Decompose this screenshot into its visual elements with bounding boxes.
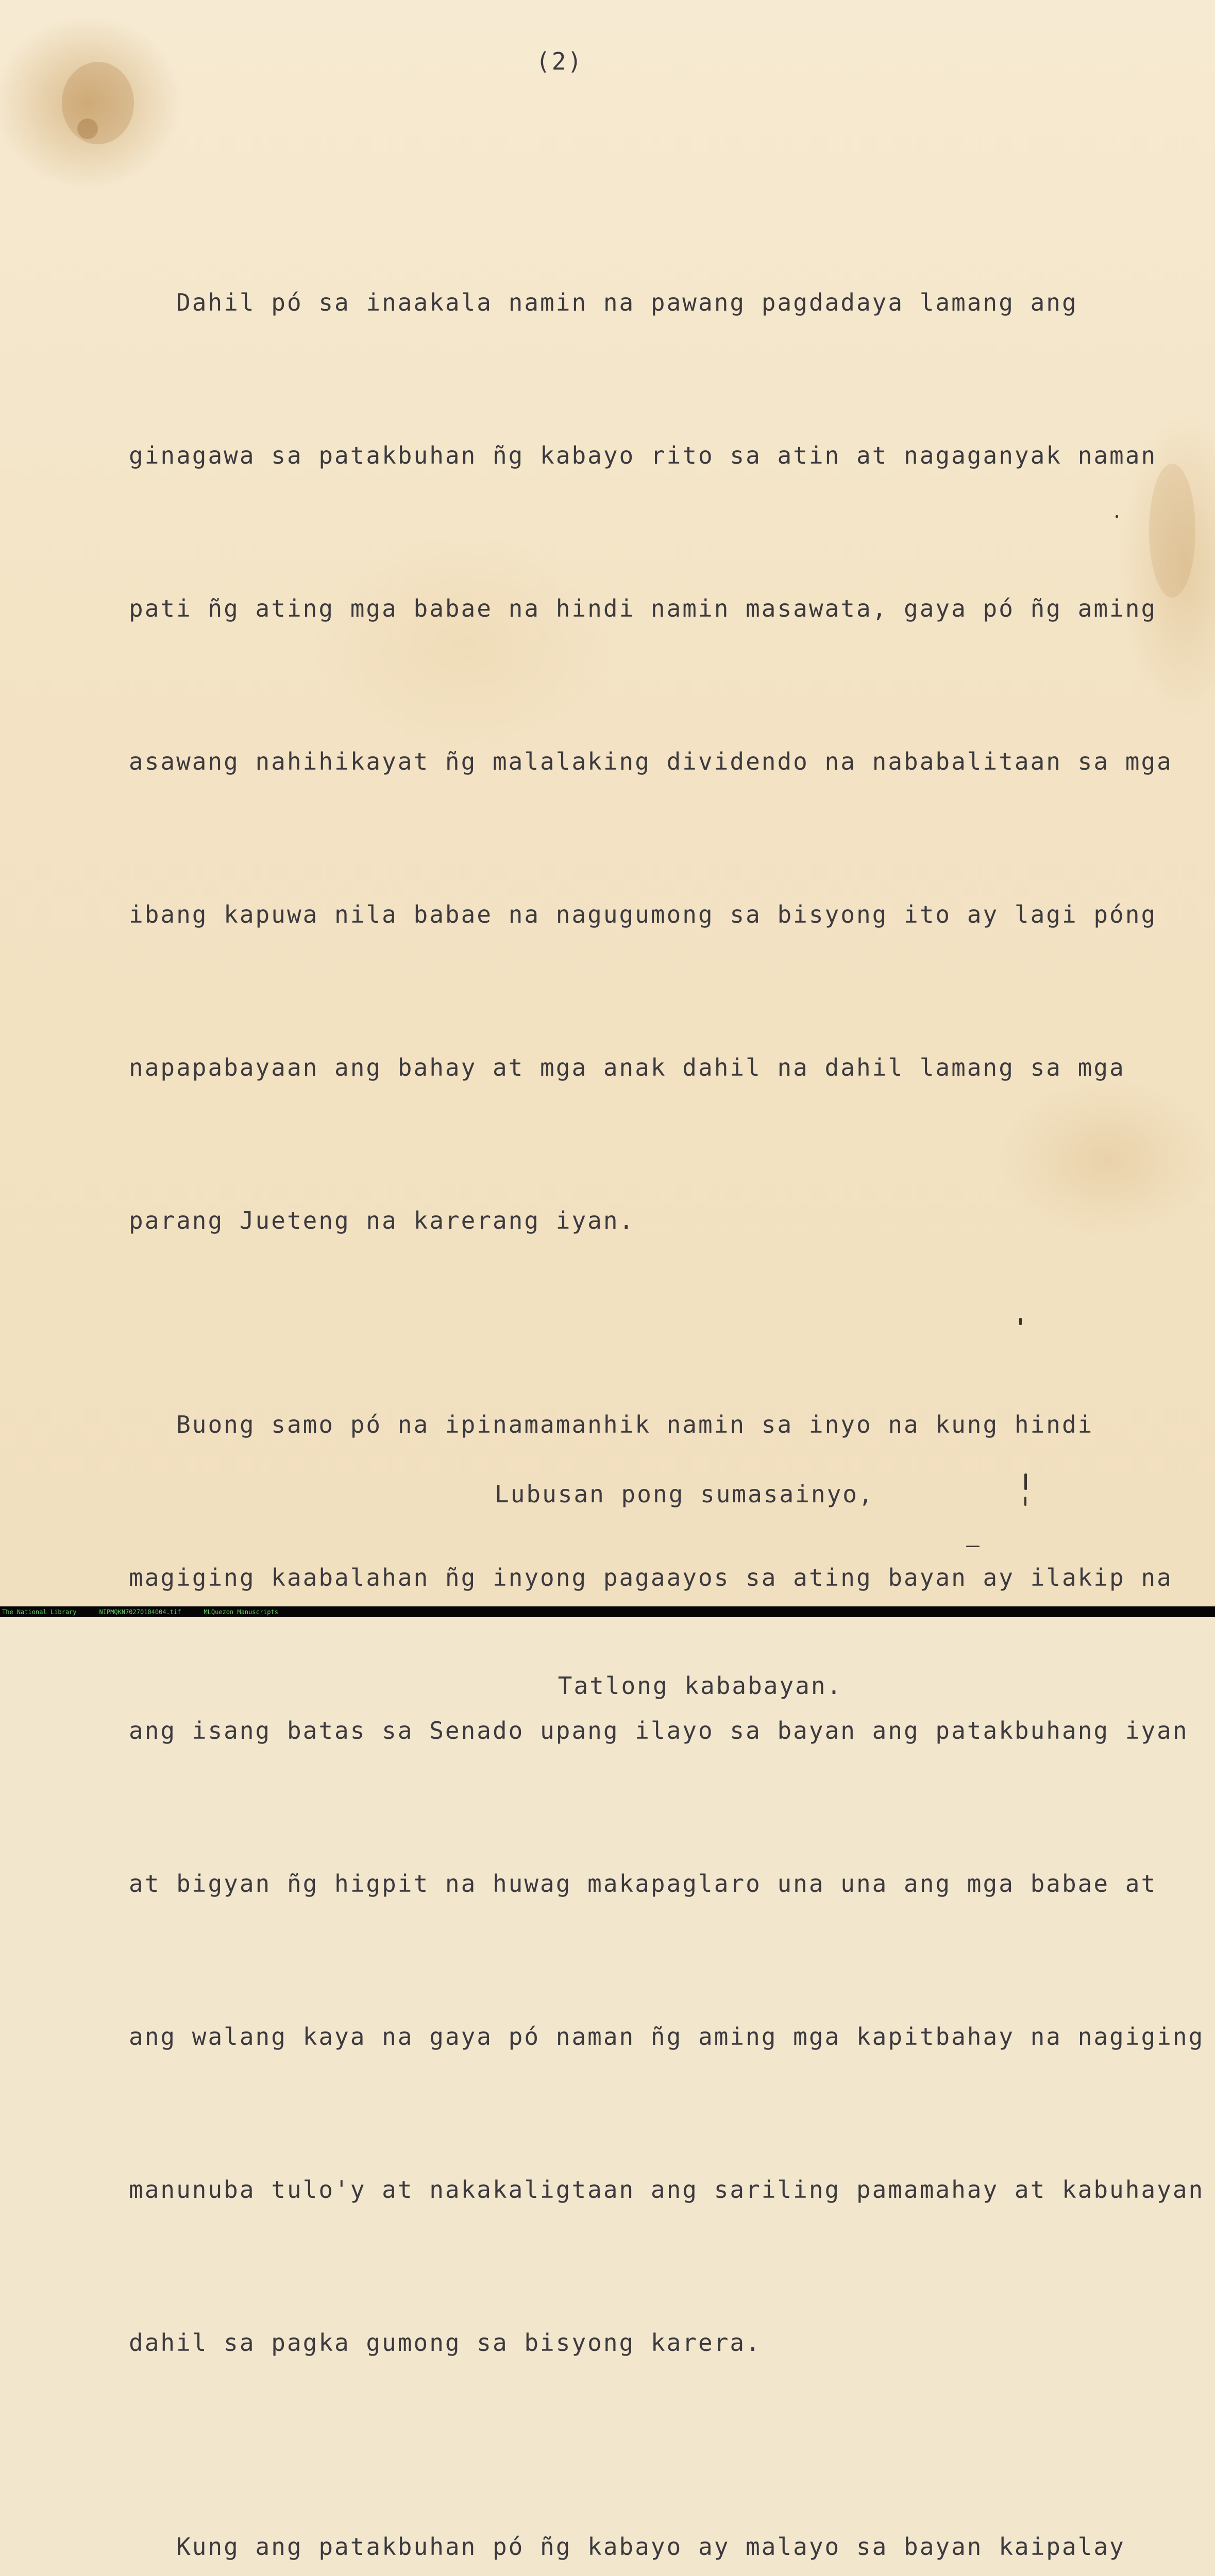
- water-stain: [77, 118, 98, 139]
- paragraph-2-line: ang isang batas sa Senado upang ilayo sa bayan ang patakbuhang iyan: [129, 1717, 1189, 1744]
- water-stain: [62, 62, 134, 144]
- letter-closing: [495, 1334, 874, 1845]
- paragraph-2-line: dahil sa pagka gumong sa bisyong karera.: [129, 2329, 762, 2357]
- paragraph-1-line: ginagawa sa patakbuhan ñg kabayo rito sa atin at nagaganyak naman: [129, 442, 1157, 469]
- ink-mark: [1116, 515, 1118, 518]
- paragraph-1-line: Dahil pó sa inaakala namin na pawang pagdadaya lamang ang: [129, 289, 1078, 316]
- page-number: (2): [536, 47, 584, 75]
- ink-mark: [966, 1546, 980, 1547]
- signature: Tatlong kababayan.: [495, 1672, 843, 1700]
- footer-collection: MLQuezon Manuscripts: [204, 1608, 278, 1616]
- paragraph-2-line: magiging kaabalahan ñg inyong pagaayos sa ating bayan ay ilakip na: [129, 1564, 1173, 1591]
- scan-footer: [0, 1606, 1215, 1617]
- paragraph-1-line: asawang nahihikayat ñg malalaking dividendo na nababalitaan sa mga: [129, 748, 1173, 775]
- ink-mark: [1024, 1497, 1026, 1506]
- paragraph-3-line: Kung ang patakbuhan pó ñg kabayo ay malayo sa bayan kaipalay: [129, 2533, 1125, 2561]
- valediction: Lubusan pong sumasainyo,: [495, 1480, 874, 1508]
- paragraph-2-line: at bigyan ñg higpit na huwag makapaglaro una una ang mga babae at: [129, 1870, 1157, 1897]
- paragraph-2-line: manunuba tulo'y at nakakaligtaan ang sariling pamamahay at kabuhayan: [129, 2176, 1205, 2204]
- ink-mark: [1024, 1473, 1027, 1490]
- ink-mark: [1019, 1318, 1022, 1325]
- paragraph-1-line: ibang kapuwa nila babae na nagugumong sa bisyong ito ay lagi póng: [129, 901, 1157, 928]
- footer-institution: The National Library: [2, 1608, 77, 1616]
- paragraph-1-line: napapabayaan ang bahay at mga anak dahil na dahil lamang sa mga: [129, 1054, 1125, 1081]
- paragraph-1-line: parang Jueteng na karerang iyan.: [129, 1207, 635, 1234]
- paragraph-2-line: ang walang kaya na gaya pó naman ñg aming mga kapitbahay na nagiging: [129, 2023, 1205, 2050]
- paragraph-2-line: Buong samo pó na ipinamamanhik namin sa inyo na kung hindi: [129, 1411, 1094, 1438]
- footer-filename: NIPMQKN70270104004.tif: [99, 1608, 181, 1616]
- paragraph-1-line: pati ñg ating mga babae na hindi namin masawata, gaya pó ñg aming: [129, 595, 1157, 622]
